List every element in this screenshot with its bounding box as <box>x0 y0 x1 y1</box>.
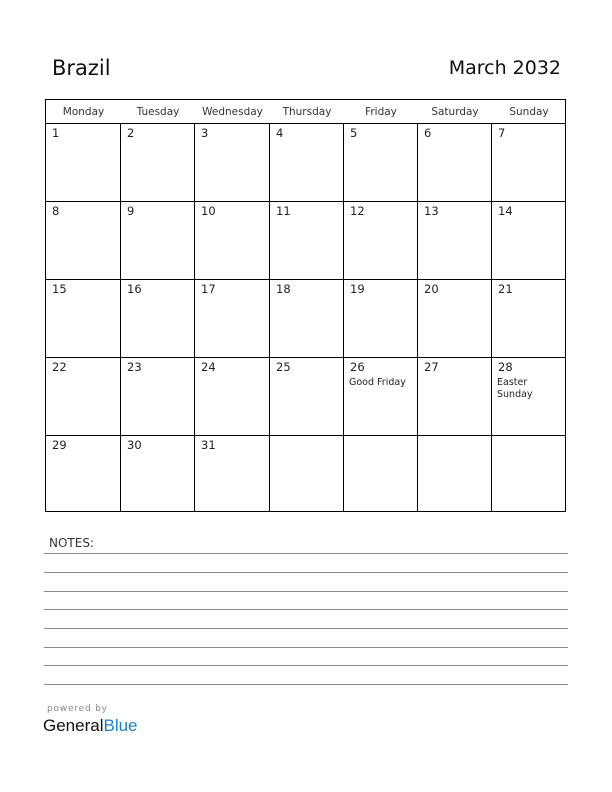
notes-label: NOTES: <box>49 536 94 550</box>
weekday-header: Wednesday <box>202 106 263 118</box>
holiday-label: Easter Sunday <box>497 377 533 400</box>
day-number: 22 <box>52 360 67 374</box>
column-divider <box>343 124 344 511</box>
row-divider <box>46 279 565 280</box>
day-number: 29 <box>52 438 67 452</box>
weekday-header: Thursday <box>282 106 332 118</box>
day-number: 13 <box>424 204 439 218</box>
day-number: 20 <box>424 282 439 296</box>
day-number: 10 <box>201 204 216 218</box>
notes-line <box>44 591 568 592</box>
notes-line <box>44 647 568 648</box>
row-divider <box>46 357 565 358</box>
day-number: 8 <box>52 204 60 218</box>
day-number: 14 <box>498 204 513 218</box>
row-divider <box>46 123 565 124</box>
row-divider <box>46 435 565 436</box>
calendar-grid <box>45 99 566 512</box>
day-number: 16 <box>127 282 142 296</box>
day-number: 25 <box>276 360 291 374</box>
day-number: 7 <box>498 126 506 140</box>
day-number: 15 <box>52 282 67 296</box>
country-title: Brazil <box>52 56 111 80</box>
day-number: 1 <box>52 126 60 140</box>
day-number: 11 <box>276 204 291 218</box>
generalblue-logo <box>43 716 138 736</box>
holiday-label: Good Friday <box>349 377 406 388</box>
weekday-header: Tuesday <box>136 106 180 118</box>
day-number: 24 <box>201 360 216 374</box>
day-number: 23 <box>127 360 142 374</box>
column-divider <box>120 124 121 511</box>
day-number: 17 <box>201 282 216 296</box>
day-number: 21 <box>498 282 513 296</box>
day-number: 19 <box>350 282 365 296</box>
weekday-header: Monday <box>62 106 105 118</box>
day-number: 28 <box>498 360 513 374</box>
column-divider <box>491 124 492 511</box>
day-number: 3 <box>201 126 209 140</box>
day-number: 18 <box>276 282 291 296</box>
notes-line <box>44 609 568 610</box>
notes-line <box>44 628 568 629</box>
notes-line <box>44 553 568 554</box>
day-number: 26 <box>350 360 365 374</box>
powered-by-text: powered by <box>47 704 108 714</box>
day-number: 6 <box>424 126 432 140</box>
brand-blue: Blue <box>103 716 138 735</box>
day-number: 5 <box>350 126 358 140</box>
weekday-header: Sunday <box>509 106 549 118</box>
column-divider <box>417 124 418 511</box>
brand-general: General <box>43 716 104 735</box>
weekday-header: Friday <box>365 106 397 118</box>
column-divider <box>269 124 270 511</box>
notes-line <box>44 684 568 685</box>
day-number: 27 <box>424 360 439 374</box>
row-divider <box>46 201 565 202</box>
notes-line <box>44 572 568 573</box>
month-title: March 2032 <box>448 57 561 79</box>
day-number: 2 <box>127 126 135 140</box>
weekday-header: Saturday <box>431 106 479 118</box>
column-divider <box>194 124 195 511</box>
day-number: 30 <box>127 438 142 452</box>
day-number: 12 <box>350 204 365 218</box>
day-number: 9 <box>127 204 135 218</box>
day-number: 4 <box>276 126 284 140</box>
day-number: 31 <box>201 438 216 452</box>
notes-line <box>44 665 568 666</box>
